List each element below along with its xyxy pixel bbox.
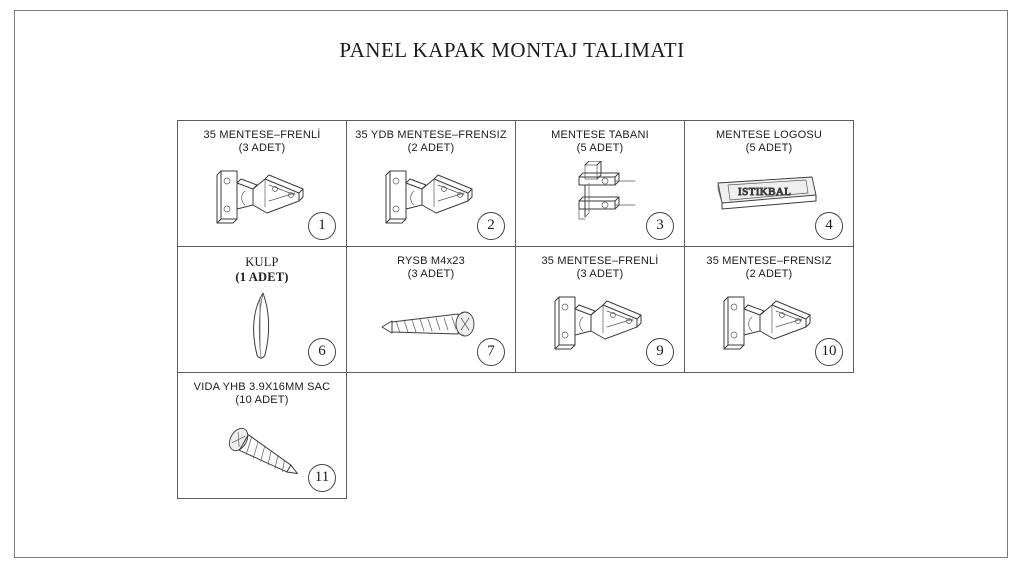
part-caption-line1: VIDA YHB 3.9X16MM SAC <box>193 381 331 393</box>
part-caption-line2: (2 ADET) <box>407 142 455 154</box>
part-cell-6[interactable] <box>177 246 347 373</box>
part-caption-line1: MENTESE TABANI <box>551 129 649 141</box>
part-caption <box>347 255 515 281</box>
page-title: PANEL KAPAK MONTAJ TALIMATI <box>339 38 685 62</box>
part-index: 11 <box>308 464 336 492</box>
part-index: 10 <box>815 338 843 366</box>
part-cell-10[interactable] <box>684 246 854 373</box>
table-row <box>177 246 858 372</box>
part-cell-2[interactable] <box>346 120 516 247</box>
part-cell-3[interactable] <box>515 120 685 247</box>
part-caption <box>516 255 684 281</box>
part-caption-line1: MENTESE LOGOSU <box>715 129 823 141</box>
part-caption <box>178 381 346 407</box>
part-caption-line1: 35 MENTESE–FRENLİ <box>203 129 321 141</box>
part-caption-line2: (5 ADET) <box>576 142 624 154</box>
part-index: 6 <box>308 338 336 366</box>
part-index: 2 <box>477 212 505 240</box>
part-caption-line2: (3 ADET) <box>238 142 286 154</box>
part-caption-line1: 35 MENTESE–FRENLİ <box>541 255 659 267</box>
part-caption-line1: 35 YDB MENTESE–FRENSIZ <box>355 129 507 141</box>
table-row <box>177 372 858 498</box>
part-caption-line1: RYSB M4x23 <box>397 255 465 267</box>
part-caption-line2: (2 ADET) <box>745 268 793 280</box>
part-caption <box>178 255 346 285</box>
part-cell-11[interactable] <box>177 372 347 499</box>
part-caption-line2: (3 ADET) <box>407 268 455 280</box>
part-cell-7[interactable] <box>346 246 516 373</box>
part-cell-1[interactable] <box>177 120 347 247</box>
part-caption <box>178 129 346 155</box>
part-caption-line2: (1 ADET) <box>235 270 289 284</box>
part-index: 9 <box>646 338 674 366</box>
part-index: 4 <box>815 212 843 240</box>
part-cell-9[interactable] <box>515 246 685 373</box>
table-row <box>177 120 858 246</box>
part-cell-4[interactable] <box>684 120 854 247</box>
part-caption <box>685 255 853 281</box>
part-caption <box>685 129 853 155</box>
logo-label: ISTIKBAL <box>738 186 792 198</box>
part-index: 3 <box>646 212 674 240</box>
part-caption-line2: (10 ADET) <box>235 394 289 406</box>
part-caption-line1: 35 MENTESE–FRENSIZ <box>706 255 832 267</box>
part-caption-line2: (5 ADET) <box>745 142 793 154</box>
part-index: 7 <box>477 338 505 366</box>
part-caption <box>516 129 684 155</box>
part-index: 1 <box>308 212 336 240</box>
parts-table <box>177 120 858 498</box>
part-caption-line1: KULP <box>245 255 279 269</box>
part-caption <box>347 129 515 155</box>
part-caption-line2: (3 ADET) <box>576 268 624 280</box>
